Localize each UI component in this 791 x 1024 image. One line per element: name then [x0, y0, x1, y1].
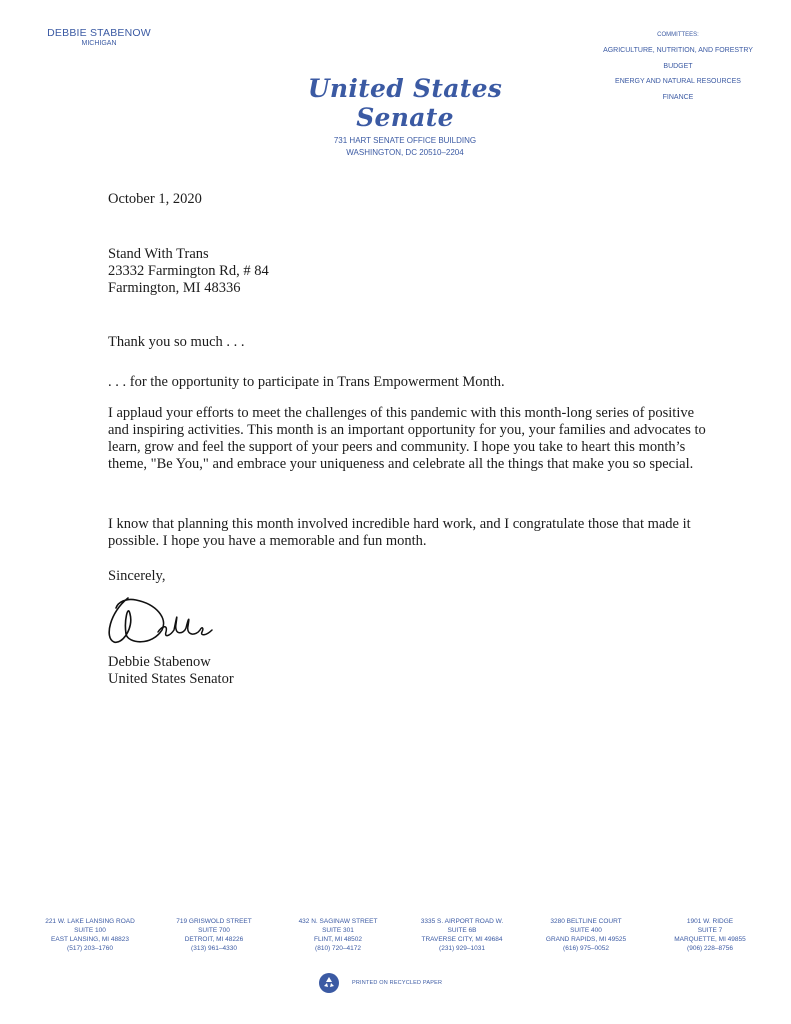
- recycled-notice: [318, 972, 442, 994]
- office-line: MARQUETTE, MI 49855: [674, 936, 746, 943]
- recycle-icon: [318, 972, 340, 994]
- office-line: 3280 BELTLINE COURT: [550, 918, 622, 925]
- office-line: 3335 S. AIRPORT ROAD W.: [420, 918, 504, 925]
- signer-title: United States Senator: [108, 671, 234, 687]
- office-phone: (231) 929–1031: [439, 945, 485, 952]
- recipient-line: 23332 Farmington Rd, # 84: [108, 263, 269, 279]
- office-line: SUITE 6B: [447, 927, 477, 934]
- office-address: [650, 917, 770, 953]
- office-line: 432 N. SAGINAW STREET: [298, 918, 378, 925]
- senate-title: United States Senate: [307, 74, 503, 132]
- letter-paragraph: I know that planning this month involved incredible hard work, and I congratulate those that made it possible. I hope you have a memorable and fun month.: [108, 516, 691, 549]
- senator-state: MICHIGAN: [81, 40, 117, 47]
- letter-greeting: Thank you so much . . .: [108, 334, 245, 350]
- office-line: EAST LANSING, MI 48823: [51, 936, 129, 943]
- office-line: 221 W. LAKE LANSING ROAD: [45, 918, 135, 925]
- office-address: [154, 917, 274, 953]
- office-line: SUITE 700: [198, 927, 230, 934]
- office-line: SUITE 100: [74, 927, 106, 934]
- committee-item: FINANCE: [662, 93, 694, 101]
- office-address: [30, 917, 150, 953]
- committee-item: BUDGET: [663, 62, 693, 70]
- office-line: 1901 W. RIDGE: [686, 918, 734, 925]
- office-address-line2: WASHINGTON, DC 20510–2204: [346, 148, 464, 157]
- committee-item: ENERGY AND NATURAL RESOURCES: [615, 78, 741, 85]
- office-line: DETROIT, MI 48226: [184, 936, 244, 943]
- office-phone: (616) 975–0052: [563, 945, 609, 952]
- office-line: FLINT, MI 48502: [313, 936, 363, 943]
- office-line: GRAND RAPIDS, MI 49525: [545, 936, 627, 943]
- state-offices: [30, 917, 770, 953]
- letter-closing: Sincerely,: [108, 568, 166, 584]
- office-phone: (906) 228–8756: [687, 945, 733, 952]
- office-address: [526, 917, 646, 953]
- office-line: TRAVERSE CITY, MI 49684: [421, 936, 503, 943]
- office-phone: (810) 720–4172: [315, 945, 361, 952]
- committee-item: AGRICULTURE, NUTRITION, AND FORESTRY: [603, 47, 753, 54]
- committees-heading: COMMITTEES:: [657, 32, 699, 38]
- senator-name: DEBBIE STABENOW: [47, 27, 151, 39]
- signature: [100, 590, 220, 652]
- office-address: [278, 917, 398, 953]
- office-phone: (517) 203–1760: [67, 945, 113, 952]
- recipient-line: Farmington, MI 48336: [108, 280, 241, 296]
- office-address: [402, 917, 522, 953]
- office-line: SUITE 400: [570, 927, 602, 934]
- office-line: SUITE 301: [322, 927, 354, 934]
- signer-block: [108, 654, 728, 688]
- signer-name: Debbie Stabenow: [108, 654, 211, 670]
- recipient-line: Stand With Trans: [108, 246, 209, 262]
- senator-block: [40, 27, 158, 47]
- letter-date: October 1, 2020: [108, 191, 202, 207]
- committees-list: [588, 32, 768, 105]
- recipient-address: [108, 246, 728, 297]
- office-line: SUITE 7: [697, 927, 723, 934]
- office-phone: (313) 961–4330: [191, 945, 237, 952]
- office-address-line1: 731 HART SENATE OFFICE BUILDING: [333, 136, 477, 145]
- recycled-text: PRINTED ON RECYCLED PAPER: [352, 980, 443, 986]
- letterhead: [270, 74, 540, 159]
- letter-opening: . . . for the opportunity to participate in Trans Empowerment Month.: [108, 374, 505, 390]
- letter-paragraph: I applaud your efforts to meet the challenges of this pandemic with this month-long series of positive and inspiring activities. This month is an important opportunity for you, your families and advocates to learn, grow and feel the support of your peers and community. I hope you take to heart this month’s theme, "Be You," and embrace your uniqueness and celebrate all the things that make you so special.: [108, 405, 706, 472]
- office-line: 719 GRISWOLD STREET: [176, 918, 252, 925]
